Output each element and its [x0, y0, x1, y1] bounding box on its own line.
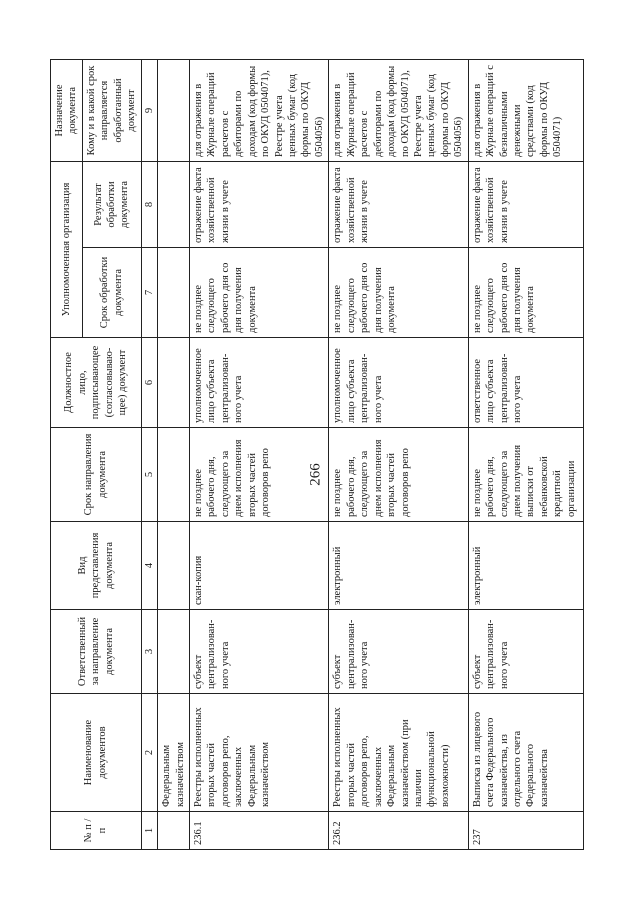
column-number: 6 [141, 338, 157, 428]
document-kind: скан-копия [189, 522, 328, 610]
row-number: 236.2 [329, 812, 468, 850]
document-table [50, 59, 584, 850]
column-number: 1 [141, 812, 157, 850]
document-name: Выписка из лицевого счета Федерального казначейства, из отдельного счета Федерального казначейства [468, 694, 583, 812]
header-document-name: Наименование документов [51, 694, 142, 812]
column-number: 2 [141, 694, 157, 812]
table-row [158, 60, 190, 850]
column-number: 3 [141, 610, 157, 694]
responsible [158, 610, 190, 694]
header-number: № п / п [51, 812, 142, 850]
responsible: субъект централизован-ного учета [329, 610, 468, 694]
processing-result: отражение факта хозяйственной жизни в учете [468, 162, 583, 248]
document-kind [158, 522, 190, 610]
document-name: Федеральным казначейством [158, 694, 190, 812]
official: уполномоченное лицо субъекта централизован-ного учета [189, 338, 328, 428]
header-row-1 [51, 60, 83, 850]
column-number: 7 [141, 248, 157, 338]
header-recipient: Кому и в какой срок направляется обработанный документ [82, 60, 141, 162]
column-number: 8 [141, 162, 157, 248]
row-number: 236.1 [189, 812, 328, 850]
table-row [468, 60, 583, 850]
header-processing-deadline: Срок обработки документа [82, 248, 141, 338]
page-number: 266 [307, 463, 324, 486]
processing-deadline [158, 248, 190, 338]
header-purpose: Назначение документа [51, 60, 83, 162]
processing-deadline: не позднее следующего рабочего дня со дня получения документа [468, 248, 583, 338]
deadline: не позднее рабочего дня, следующего за днем получения выписки от небанковской кредитной организации [468, 428, 583, 522]
processing-result: отражение факта хозяйственной жизни в учете [329, 162, 468, 248]
official: уполномоченное лицо субъекта централизован-ного учета [329, 338, 468, 428]
row-number [158, 812, 190, 850]
table-row [189, 60, 328, 850]
document-kind: электронный [468, 522, 583, 610]
processing-deadline: не позднее следующего рабочего дня со дня получения документа [189, 248, 328, 338]
processing-deadline: не позднее следующего рабочего дня со дня получения документа [329, 248, 468, 338]
column-number: 9 [141, 60, 157, 162]
responsible: субъект централизован-ного учета [468, 610, 583, 694]
deadline: не позднее рабочего дня, следующего за днем исполнения вторых частей договоров репо [329, 428, 468, 522]
deadline: не позднее рабочего дня, следующего за днем исполнения вторых частей договоров репо [189, 428, 328, 522]
header-kind: Вид представления документа [51, 522, 142, 610]
table-row [329, 60, 468, 850]
document-name: Реестры исполненных вторых частей договоров репо, заключенных Федеральным казначейством [189, 694, 328, 812]
document-kind: электронный [329, 522, 468, 610]
header-authorized-organization: Уполномоченная организация [51, 162, 83, 338]
processing-result [158, 162, 190, 248]
header-processing-result: Результат обработки документа [82, 162, 141, 248]
recipient: для отражения в Журнале операций расчетов с дебиторами по доходам (код формы по ОКУД 0504071), Реестре учета ценных бумаг (код формы по ОКУД 0504056) [189, 60, 328, 162]
processing-result: отражение факта хозяйственной жизни в учете [189, 162, 328, 248]
deadline [158, 428, 190, 522]
header-official: Должностное лицо, подписывающее (согласовываю-щее) документ [51, 338, 142, 428]
header-deadline: Срок направления документа [51, 428, 142, 522]
column-number: 5 [141, 428, 157, 522]
header-responsible: Ответственный за направление документа [51, 610, 142, 694]
column-number: 4 [141, 522, 157, 610]
document-name: Реестры исполненных вторых частей договоров репо, заключенных Федеральным казначейством (при наличии функциональной возможности) [329, 694, 468, 812]
rotated-table-container [50, 60, 577, 850]
column-numbers-row [141, 60, 157, 850]
recipient: для отражения в Журнале операций с безналичными денежными средствами (код формы по ОКУД 0504071) [468, 60, 583, 162]
official [158, 338, 190, 428]
row-number: 237 [468, 812, 583, 850]
official: ответственное лицо субъекта централизован-ного учета [468, 338, 583, 428]
responsible: субъект централизован-ного учета [189, 610, 328, 694]
recipient: для отражения в Журнале операций расчетов с дебиторами по доходам (код формы по ОКУД 0504071), Реестре учета ценных бумаг (код формы по ОКУД 0504056) [329, 60, 468, 162]
recipient [158, 60, 190, 162]
